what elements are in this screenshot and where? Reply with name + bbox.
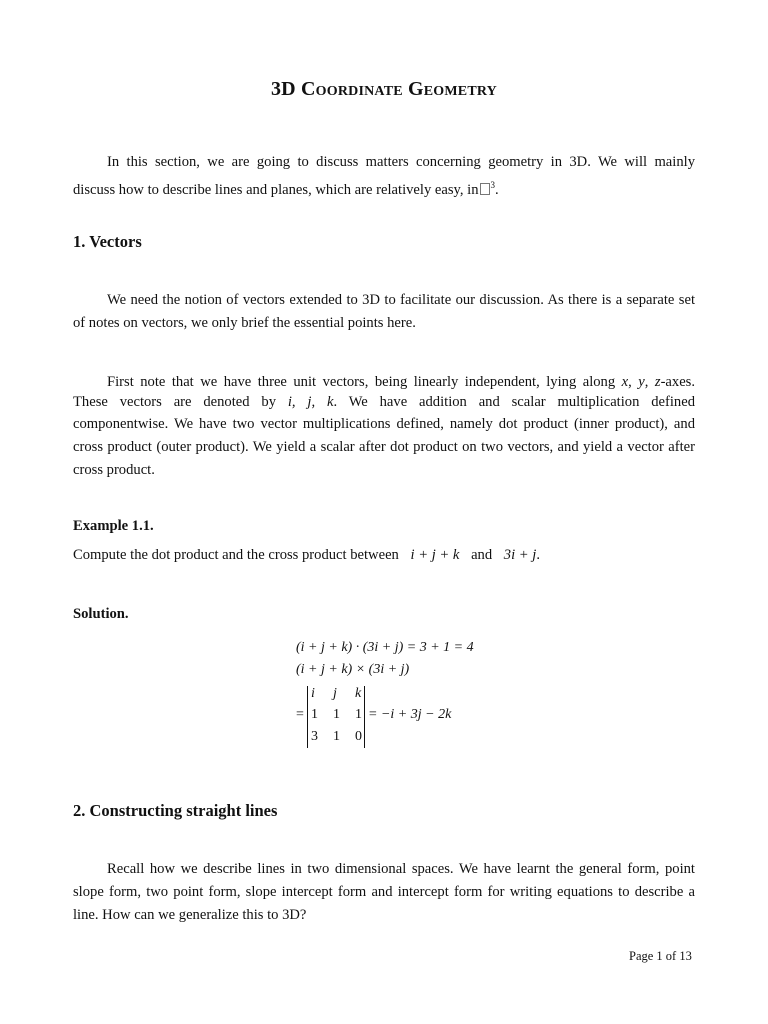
section-2-heading: 2. Constructing straight lines <box>73 801 278 820</box>
title-part-1: 3D C <box>270 78 316 100</box>
example-prompt: Compute the dot product and the cross product between <box>73 547 399 563</box>
section-1-paragraph-2-line-2 <box>73 391 695 414</box>
det-cell-2-3: 1 <box>355 707 362 722</box>
p2-comma-2: , <box>644 374 655 390</box>
solution-heading: Solution. <box>73 606 129 622</box>
cross-product-expression: (i + j + k) × (3i + j) <box>296 662 410 677</box>
p2-ijk: i, j, k <box>287 394 334 410</box>
section-1-paragraph-1: We need the notion of vectors extended to 3D to facilitate our discussion. As there is a separate set of notes on vectors, we only brief the essential points here. <box>73 292 695 331</box>
cross-product-result: = −i + 3j − 2k <box>368 707 452 722</box>
page-title <box>0 78 768 101</box>
det-cell-1-1: i <box>311 686 315 701</box>
p2-axes: -axes. <box>660 374 696 390</box>
determinant-left-bar <box>307 686 308 748</box>
example-and: and <box>471 547 493 563</box>
section-1-heading: 1. Vectors <box>73 232 142 251</box>
intro-line-2 <box>73 174 695 202</box>
det-cell-1-3: k <box>355 686 362 701</box>
title-part-4: eometry <box>423 78 497 100</box>
p2-z: z <box>654 374 661 390</box>
det-cell-1-2: j <box>333 686 337 701</box>
determinant-right-bar <box>364 686 365 748</box>
intro-text: discuss how to describe lines and planes, which are relatively easy, in <box>73 182 479 198</box>
det-cell-3-1: 3 <box>311 729 318 744</box>
title-part-2: oordinate <box>315 78 403 100</box>
intro-superscript: 3 <box>490 180 496 190</box>
det-cell-3-3: 0 <box>355 729 362 744</box>
det-cell-2-1: 1 <box>311 707 318 722</box>
page-number: Page 1 of 13 <box>629 949 692 963</box>
p2-comma-1: , <box>628 374 639 390</box>
dot-product-equation: (i + j + k) · (3i + j) = 3 + 1 = 4 <box>296 640 474 655</box>
p2-line2-a: These vectors are denoted by <box>73 394 276 410</box>
p2-text-a: First note that we have three unit vectors, being linearly independent, lying along <box>107 374 622 390</box>
intro-period: . <box>495 182 499 198</box>
real-numbers-symbol-icon <box>480 183 490 195</box>
intro-line-1: In this section, we are going to discuss matters concerning geometry in 3D. We will mainly <box>107 154 695 170</box>
example-heading: Example 1.1. <box>73 518 154 534</box>
title-part-3: G <box>402 78 424 100</box>
p2-line2-b: . We have addition and scalar multiplication defined <box>333 394 695 410</box>
example-vector-1: i + j + k <box>410 547 460 563</box>
determinant-equals: = <box>296 707 304 722</box>
section-2-paragraph-1: Recall how we describe lines in two dimensional spaces. We have learnt the general form, point slope form, two point form, slope intercept form and intercept form for writing equations to describe a line. How can we generalize this to 3D? <box>73 861 695 923</box>
section-1-paragraph-2-rest: componentwise. We have two vector multiplications defined, namely dot product (inner product), and cross product (outer product). We yield a scalar after dot product on two vectors, and yield a vector after cross product. <box>73 416 695 478</box>
det-cell-3-2: 1 <box>333 729 340 744</box>
example-text <box>73 544 695 567</box>
example-period: . <box>536 547 541 563</box>
p2-x: x <box>621 374 629 390</box>
example-vector-2: 3i + j <box>503 547 537 563</box>
p2-y: y <box>638 374 645 390</box>
det-cell-2-2: 1 <box>333 707 340 722</box>
